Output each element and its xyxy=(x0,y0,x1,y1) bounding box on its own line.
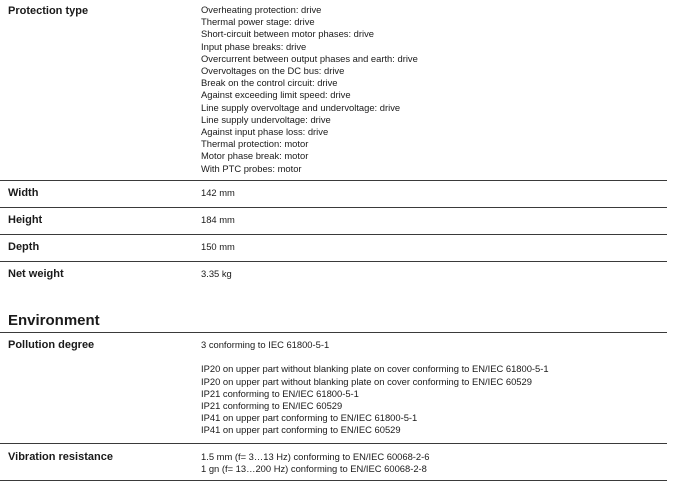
row-divider xyxy=(0,443,667,444)
value-line: 1.5 mm (f= 3…13 Hz) conforming to EN/IEC 60068-2-6 xyxy=(201,451,430,462)
value-line: Line supply overvoltage and undervoltage: drive xyxy=(201,101,401,113)
depth-value xyxy=(201,241,235,253)
value-line: IP41 on upper part conforming to EN/IEC 61800-5-1 xyxy=(201,412,418,424)
row-divider xyxy=(0,207,667,208)
row-divider xyxy=(0,180,667,181)
width-value xyxy=(201,187,235,199)
value-line: IP20 on upper part without blanking plate on cover conforming to EN/IEC 60529 xyxy=(201,375,532,387)
depth-label: Depth xyxy=(8,241,40,253)
pollution-degree-values xyxy=(201,339,549,437)
section-title-environment: Environment xyxy=(8,312,100,329)
value-line: IP21 conforming to EN/IEC 60529 xyxy=(201,400,343,411)
pollution-degree-label: Pollution degree xyxy=(8,339,95,351)
value-line: IP21 conforming to EN/IEC 61800-5-1 xyxy=(201,387,359,399)
vibration-resistance-label: Vibration resistance xyxy=(8,451,113,463)
height-value xyxy=(201,214,235,226)
value-line: Overvoltages on the DC bus: drive xyxy=(201,65,345,77)
protection-type-values xyxy=(201,4,418,175)
value-line: Short-circuit between motor phases: drive xyxy=(201,28,374,40)
value-line: With PTC probes: motor xyxy=(201,162,302,174)
value-line: IP20 on upper part without blanking plate on cover conforming to EN/IEC 61800-5-1 xyxy=(201,363,549,375)
value-line: IP41 on upper part conforming to EN/IEC 60529 xyxy=(201,424,401,436)
net-weight-label: Net weight xyxy=(8,268,64,280)
value-line: Line supply undervoltage: drive xyxy=(201,113,331,125)
value-line: 184 mm xyxy=(201,214,235,225)
net-weight-value xyxy=(201,268,232,280)
height-label: Height xyxy=(8,214,43,226)
value-line: Overheating protection: drive xyxy=(201,4,322,15)
vibration-resistance-values xyxy=(201,451,429,475)
value-line: Input phase breaks: drive xyxy=(201,40,307,52)
value-line: 1 gn (f= 13…200 Hz) conforming to EN/IEC 60068-2-8 xyxy=(201,463,427,475)
protection-type-label: Protection type xyxy=(8,5,89,17)
value-line: Against input phase loss: drive xyxy=(201,126,329,138)
width-label: Width xyxy=(8,187,39,199)
row-divider xyxy=(0,234,667,235)
value-line: 3 conforming to IEC 61800-5-1 xyxy=(201,339,330,350)
section-divider xyxy=(0,332,667,333)
value-line: Against exceeding limit speed: drive xyxy=(201,89,351,101)
value-line: Overcurrent between output phases and earth: drive xyxy=(201,52,418,64)
row-divider xyxy=(0,261,667,262)
value-line: Motor phase break: motor xyxy=(201,150,309,162)
row-divider xyxy=(0,480,667,481)
value-line: 150 mm xyxy=(201,241,235,252)
value-line: Thermal protection: motor xyxy=(201,138,309,150)
value-line: 142 mm xyxy=(201,187,235,198)
value-line: Thermal power stage: drive xyxy=(201,16,315,28)
value-line: Break on the control circuit: drive xyxy=(201,77,338,89)
value-line: 3.35 kg xyxy=(201,268,232,279)
